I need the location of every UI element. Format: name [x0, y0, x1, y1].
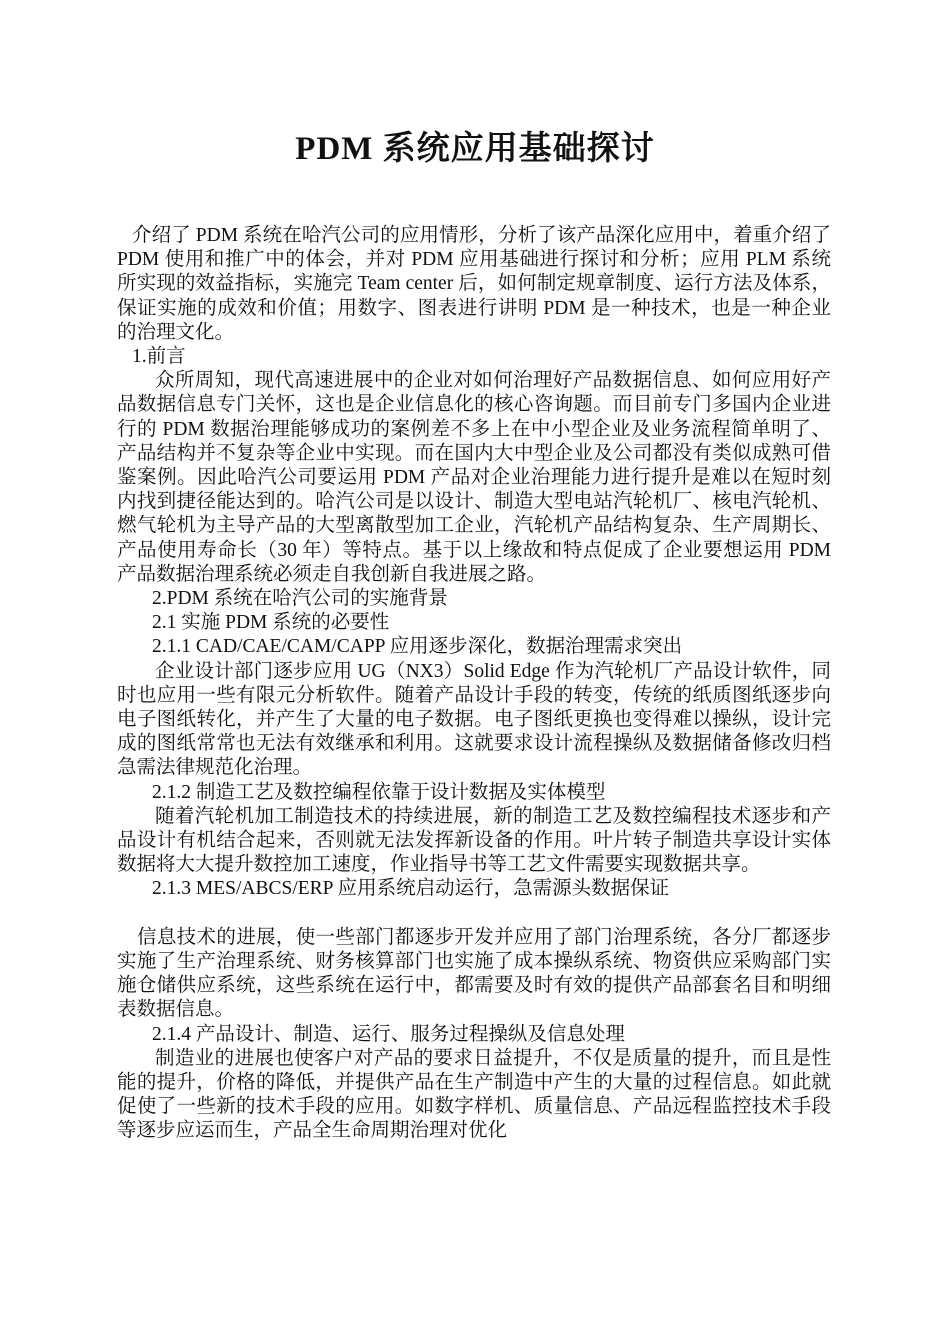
document-title: PDM 系统应用基础探讨: [295, 131, 655, 167]
section-2-1-1-paragraph: 企业设计部门逐步应用 UG（NX3）Solid Edge 作为汽轮机厂产品设计软件，同时也应用一些有限元分析软件。随着产品设计手段的转变，传统的纸质图纸逐步向电子图纸转化，并产生了大量的电子数据。电子图纸更换也变得难以操纵，设计完成的图纸常常也无法有效继承和利用。这就要求设计流程操纵及数据储备修改归档急需法律规范化治理。: [117, 660, 831, 779]
section-1-heading: 1.前言: [132, 346, 186, 368]
section-2-1-heading: 2.1 实施 PDM 系统的必要性: [152, 612, 390, 634]
abstract-paragraph: 介绍了 PDM 系统在哈汽公司的应用情形，分析了该产品深化应用中，着重介绍了 PDM 使用和推广中的体会，并对 PDM 应用基础进行探讨和分析；应用 PLM 系统所实现的效益指标，实施完 Team center 后，如何制定规章制度、运行方法及体系，保证实施的成效和价值；用数字、图表进行讲明 PDM 是一种技术，也是一种企业的治理文化。: [117, 225, 831, 343]
section-2-1-4-heading: 2.1.4 产品设计、制造、运行、服务过程操纵及信息处理: [152, 1023, 625, 1045]
section-2-1-1-heading: 2.1.1 CAD/CAE/CAM/CAPP 应用逐步深化，数据治理需求突出: [152, 636, 683, 658]
section-2-1-2-heading: 2.1.2 制造工艺及数控编程依靠于设计数据及实体模型: [152, 781, 606, 803]
section-2-1-3-heading: 2.1.3 MES/ABCS/ERP 应用系统启动运行，急需源头数据保证: [152, 878, 670, 900]
section-2-1-3-paragraph: 信息技术的进展，使一些部门都逐步开发并应用了部门治理系统，各分厂都逐步实施了生产治理系统、财务核算部门也实施了成本操纵系统、物资供应采购部门实施仓储供应系统，这些系统在运行中，都需要及时有效的提供产品部套名目和明细表数据信息。: [117, 926, 831, 1021]
blank-line: [117, 902, 831, 926]
section-2-1-4-paragraph: 制造业的进展也使客户对产品的要求日益提升，不仅是质量的提升，而且是性能的提升，价格的降低，并提供产品在生产制造中产生的大量的过程信息。如此就促使了一些新的技术手段的应用。如数字样机、质量信息、产品远程监控技术手段等逐步应运而生，产品全生命周期治理对优化: [117, 1047, 831, 1142]
document-body: [117, 224, 831, 1144]
section-1-paragraph: 众所周知，现代高速进展中的企业对如何治理好产品数据信息、如何应用好产品数据信息专门关怀，这也是企业信息化的核心咨询题。而目前专门多国内企业进行的 PDM 数据治理能够成功的案例差不多上在中小型企业及业务流程简单明了、产品结构并不复杂等企业中实现。而在国内大中型企业及公司都没有类似成熟可借鉴案例。因此哈汽公司要运用 PDM 产品对企业治理能力进行提升是难以在短时刻内找到捷径能达到的。哈汽公司是以设计、制造大型电站汽轮机厂、核电汽轮机、燃气轮机为主导产品的大型离散型加工企业，汽轮机产品结构复杂、生产周期长、产品使用寿命长（30 年）等特点。基于以上缘故和特点促成了企业要想运用 PDM 产品数据治理系统必须走自我创新自我进展之路。: [117, 370, 831, 585]
section-2-1-2-paragraph: 随着汽轮机加工制造技术的持续进展，新的制造工艺及数控编程技术逐步和产品设计有机结合起来，否则就无法发挥新设备的作用。叶片转子制造共享设计实体数据将大大提升数控加工速度，作业指导书等工艺文件需要实现数据共享。: [117, 805, 831, 876]
section-2-heading: 2.PDM 系统在哈汽公司的实施背景: [152, 588, 448, 610]
